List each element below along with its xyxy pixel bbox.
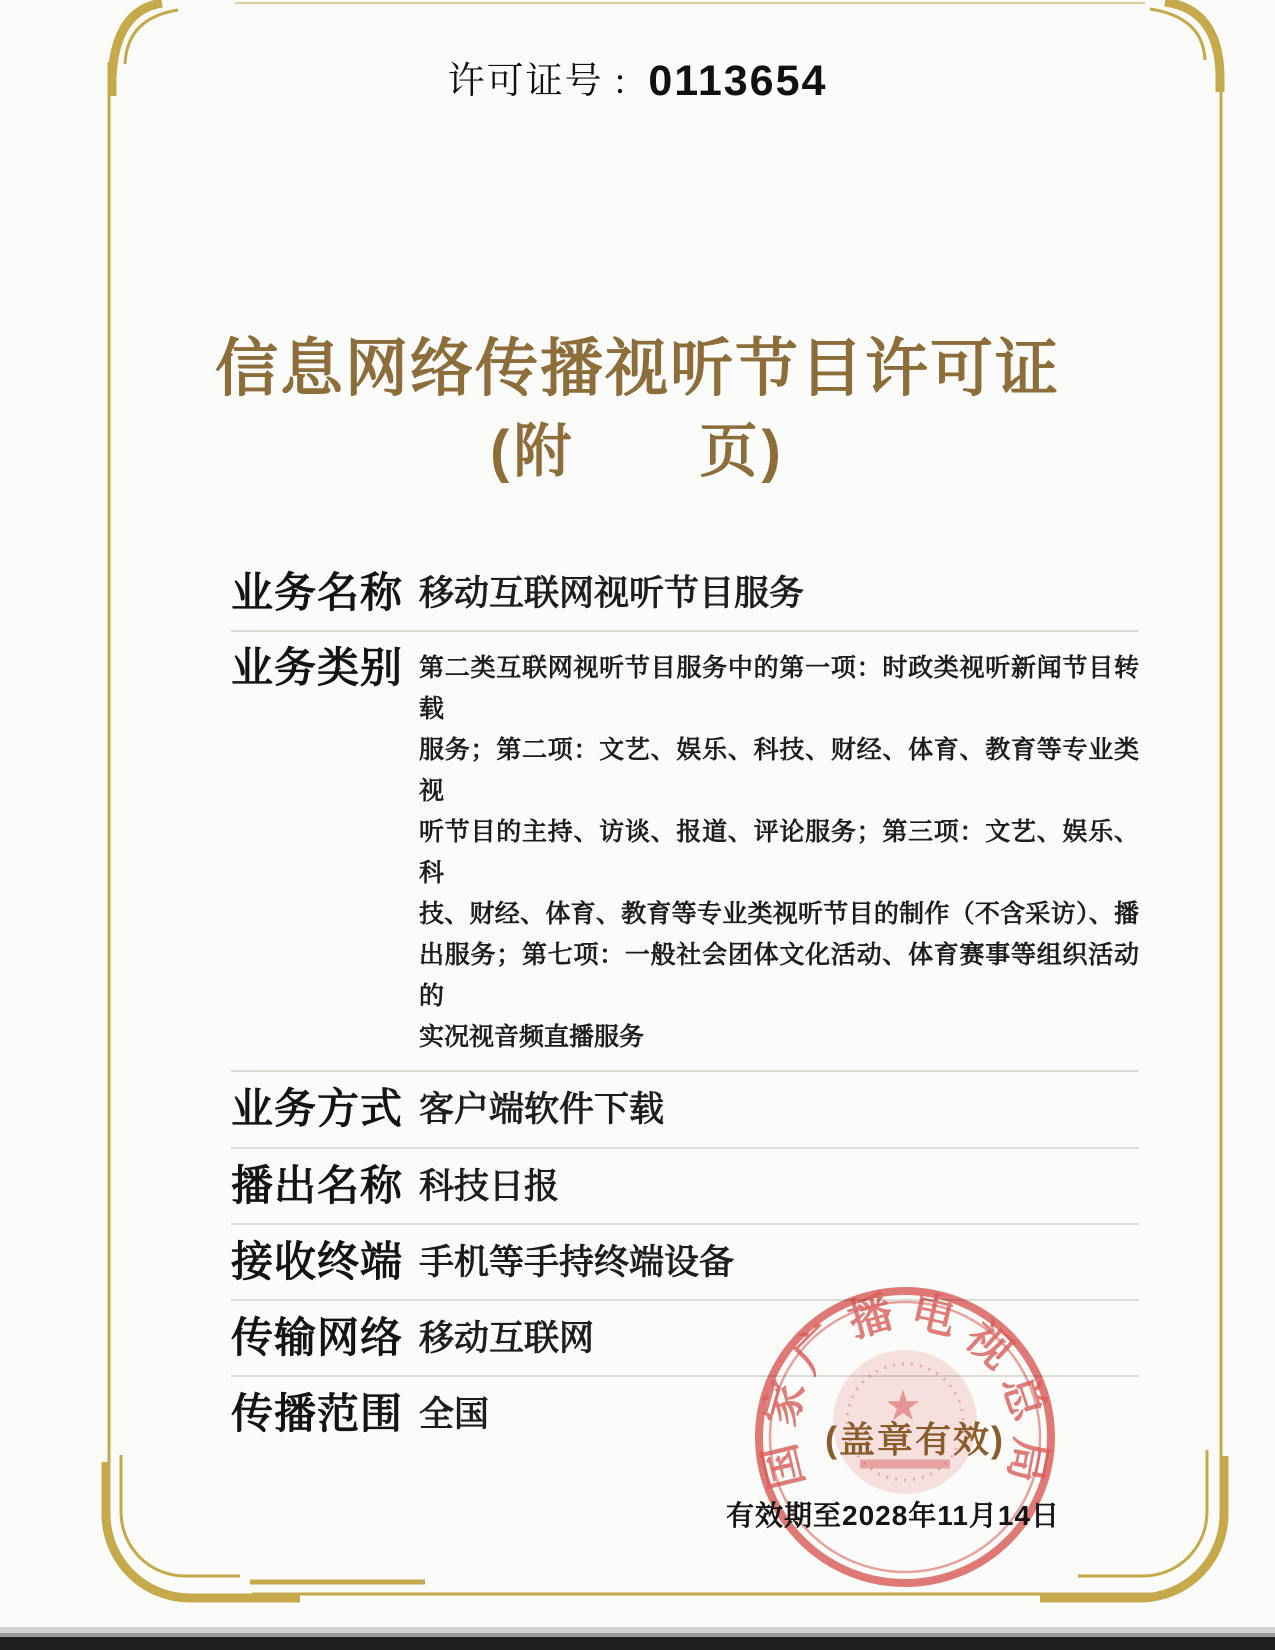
field-value-line: 实况视音频直播服务 [419,1023,645,1052]
license-number-value: 0113654 [648,57,828,105]
field-value-business-category [419,644,1139,1058]
scan-edge-artifact [0,1633,1275,1650]
frame-corner-bottom-left [106,1455,425,1598]
field-row-broadcast-name [231,1147,1139,1223]
field-label-coverage-area: 传播范围 [231,1390,404,1438]
field-value-business-name: 移动互联网视听节目服务 [419,574,805,613]
field-value-line: 服务；第二项：文艺、娱乐、科技、财经、体育、教育等专业类视 [419,736,1139,806]
field-label-transmission-network: 传输网络 [231,1314,404,1362]
seal-star-icon: ★ [884,1382,922,1429]
field-value-transmission-network: 移动互联网 [419,1319,595,1359]
field-label-business-category: 业务类别 [231,644,404,692]
fields-table [231,556,1139,1452]
field-value-receiving-terminal: 手机等手持终端设备 [419,1242,735,1282]
seal-ring-text: 国家广播电视总局 [754,1286,1056,1494]
license-number-label: 许可证号 : [447,61,628,102]
field-value-line: 第二类互联网视听节目服务中的第一项：时政类视听新闻节目转载 [419,654,1139,724]
field-value-line: 听节目的主持、访谈、报道、评论服务；第三项：文艺、娱乐、科 [419,818,1139,888]
field-label-business-name: 业务名称 [231,569,404,616]
certificate-subtitle: (附 页) [490,419,785,484]
field-row-business-mode [231,1070,1139,1146]
field-value-line: 技、财经、体育、教育等专业类视听节目的制作（不含采访）、播 [419,900,1139,929]
field-value-broadcast-name: 科技日报 [419,1166,560,1206]
certificate-title: 信息网络传播视听节目许可证 [215,334,1060,404]
field-value-line: 出服务；第七项：一般社会团体文化活动、体育赛事等组织活动的 [419,941,1139,1011]
seal-validity-note: (盖章有效) [825,1419,1005,1460]
validity-date: 有效期至2028年11月14日 [726,1500,1061,1531]
field-label-business-mode: 业务方式 [231,1085,404,1133]
frame-corner-bottom-right [1040,1450,1224,1598]
field-row-business-name [231,556,1139,630]
license-number-line [0,50,1275,106]
field-row-business-category [231,630,1139,1070]
field-value-coverage-area: 全国 [419,1395,490,1435]
field-row-transmission-network [231,1299,1139,1375]
field-label-broadcast-name: 播出名称 [231,1161,404,1209]
field-label-receiving-terminal: 接收终端 [231,1237,404,1285]
field-row-receiving-terminal [231,1223,1139,1299]
field-value-business-mode: 客户端软件下载 [419,1090,665,1130]
